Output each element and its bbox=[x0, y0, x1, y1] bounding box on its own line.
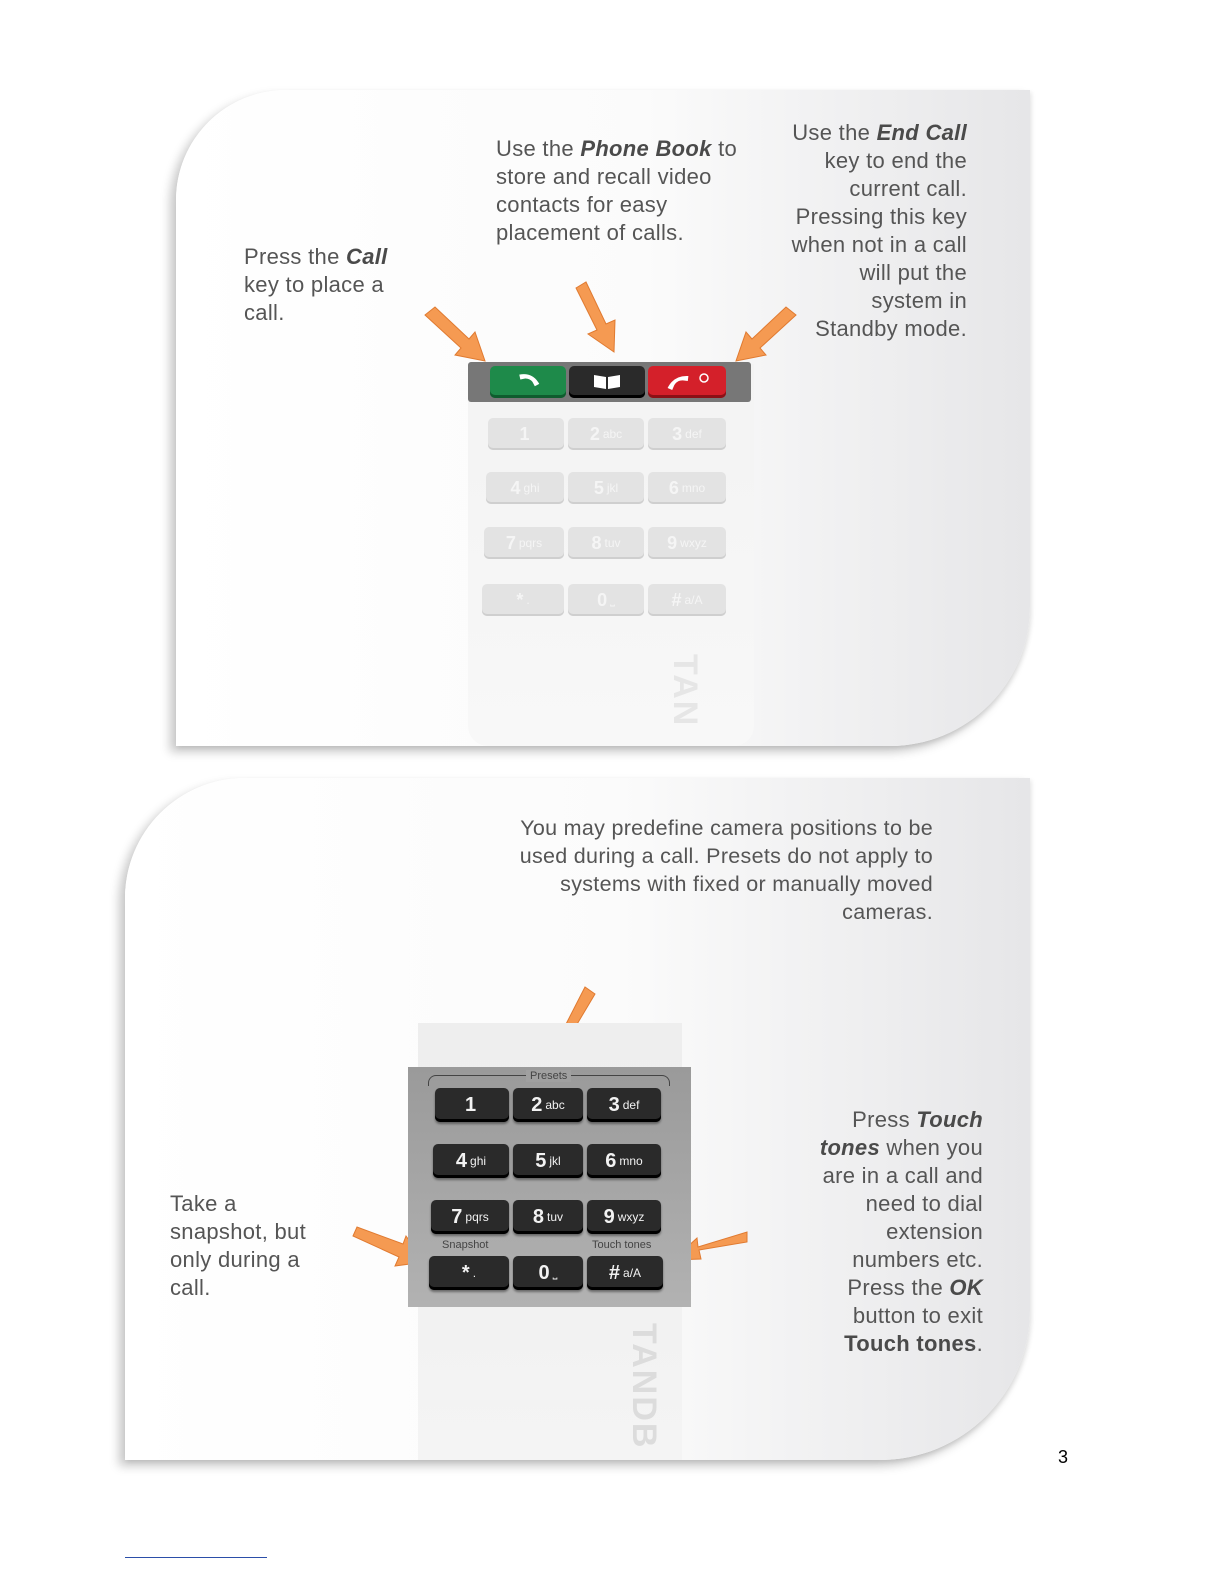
remote-control-keypad bbox=[408, 1023, 693, 1460]
remote-control-top bbox=[468, 354, 754, 746]
keypad-key[interactable]: 4 ghi bbox=[486, 472, 564, 504]
keypad-key[interactable]: 0 ⎵ bbox=[568, 584, 644, 616]
hang-up-power-icon bbox=[662, 372, 712, 392]
keypad-functions-panel bbox=[125, 778, 1030, 1460]
end-call-key[interactable] bbox=[648, 366, 726, 398]
call-key-description: Press the Call key to place a call. bbox=[244, 244, 388, 325]
phone-keys-panel bbox=[176, 90, 1030, 746]
keypad-key[interactable]: 4 ghi bbox=[433, 1144, 509, 1178]
keypad-key[interactable]: 0 ⎵ bbox=[513, 1256, 583, 1290]
snapshot-key[interactable]: * . bbox=[429, 1256, 509, 1290]
brand-logo-partial: TANDB bbox=[625, 1323, 663, 1450]
keypad-key[interactable]: 2 abc bbox=[568, 418, 644, 450]
end-call-description: Use the End Call key to end the current call. Pressing this key when not in a call will put the system in Standby mode. bbox=[791, 120, 967, 341]
keypad-key[interactable]: 8 tuv bbox=[568, 527, 644, 559]
snapshot-label: Snapshot bbox=[442, 1239, 489, 1251]
keypad-key[interactable]: # a/A bbox=[648, 584, 726, 616]
call-key[interactable] bbox=[490, 366, 566, 398]
handset-icon bbox=[514, 373, 542, 391]
keypad-key[interactable]: 3 def bbox=[648, 418, 726, 450]
arrow-to-phonebook-key-icon bbox=[574, 280, 624, 355]
keypad-key[interactable]: 7 pqrs bbox=[431, 1200, 509, 1234]
keypad-key[interactable]: 7 pqrs bbox=[484, 527, 564, 559]
page-number: 3 bbox=[1058, 1447, 1069, 1467]
keypad-key[interactable]: 9 wxyz bbox=[587, 1200, 661, 1234]
keypad-key[interactable]: 1 bbox=[435, 1088, 509, 1122]
presets-label: Presets bbox=[526, 1070, 571, 1082]
brand-logo-partial: TAN bbox=[666, 654, 704, 728]
keypad-key[interactable]: 6 mno bbox=[587, 1144, 661, 1178]
touch-tones-key[interactable]: # a/A bbox=[587, 1256, 663, 1290]
presets-description: You may predefine camera positions to be used during a call. Presets do not apply to systems with fixed or manually moved cameras. bbox=[519, 816, 933, 924]
phonebook-description: Use the Phone Book to store and recall video contacts for easy placement of calls. bbox=[496, 136, 738, 245]
touch-tones-label: Touch tones bbox=[592, 1239, 652, 1251]
snapshot-description: Take a snapshot, but only during a call. bbox=[170, 1191, 306, 1300]
book-icon bbox=[592, 373, 622, 391]
keypad-key[interactable]: 9 wxyz bbox=[648, 527, 726, 559]
keypad-key[interactable]: 8 tuv bbox=[513, 1200, 583, 1234]
keypad-key[interactable]: 5 jkl bbox=[513, 1144, 583, 1178]
keypad-key[interactable]: 6 mno bbox=[648, 472, 726, 504]
footnote-separator bbox=[125, 1557, 267, 1558]
phonebook-key[interactable] bbox=[569, 366, 645, 398]
keypad-dark bbox=[408, 1067, 691, 1307]
keypad-key[interactable]: * . bbox=[482, 584, 564, 616]
keypad-key[interactable]: 1 bbox=[488, 418, 564, 450]
keypad-key[interactable]: 2 abc bbox=[513, 1088, 583, 1122]
keypad-key[interactable]: 5 jkl bbox=[568, 472, 644, 504]
touch-tones-description: Press Touch tones when you are in a call and need to dial extension numbers etc. Press the OK button to exit Touch tones. bbox=[819, 1107, 983, 1356]
keypad-key[interactable]: 3 def bbox=[587, 1088, 661, 1122]
